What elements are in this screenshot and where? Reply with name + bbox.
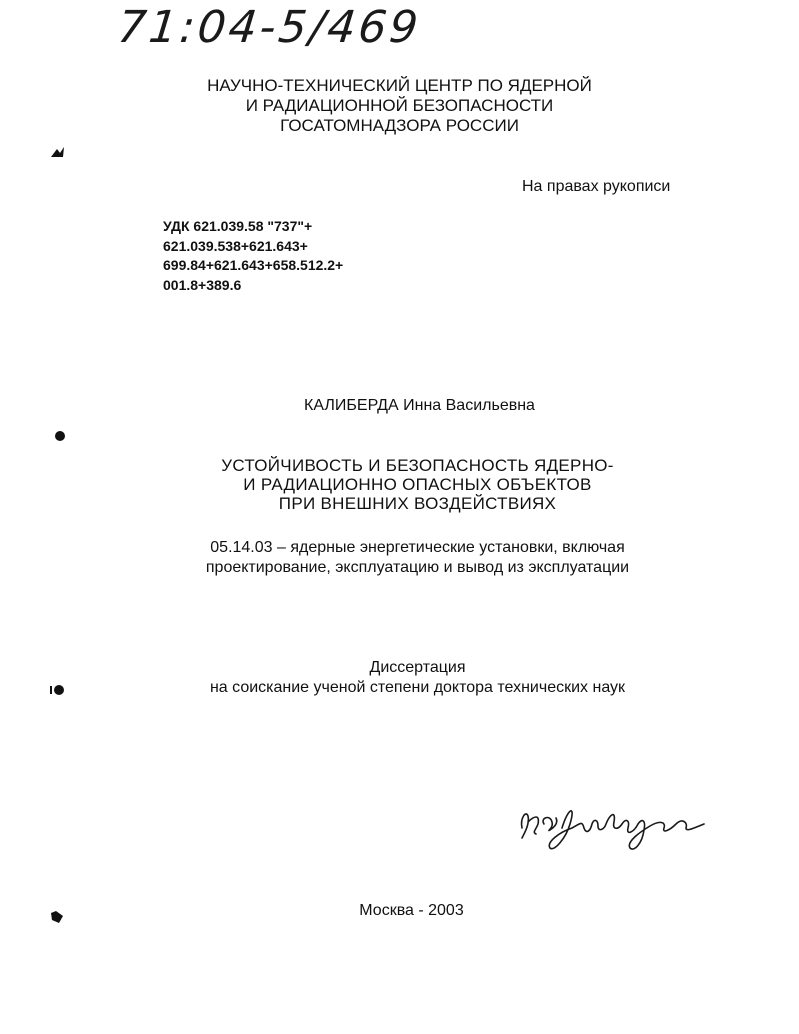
- title-line: УСТОЙЧИВОСТЬ И БЕЗОПАСНОСТЬ ЯДЕРНО-: [221, 456, 614, 475]
- archive-number: 71:04-5/469: [115, 2, 424, 53]
- udk-line: УДК 621.039.58 "737"+: [163, 218, 313, 234]
- title-line: ПРИ ВНЕШНИХ ВОЗДЕЙСТВИЯХ: [278, 494, 557, 513]
- dissertation-title: [18, 456, 799, 513]
- udk-line: 001.8+389.6: [163, 276, 242, 293]
- organization-line: И РАДИАЦИОННОЙ БЕЗОПАСНОСТИ: [245, 96, 554, 115]
- udk-line: 699.84+621.643+658.512.2+: [163, 257, 344, 273]
- scan-mark-icon: [48, 143, 68, 163]
- specialty-code: [18, 538, 799, 578]
- udk-code: [163, 217, 343, 295]
- udk-line: 621.039.538+621.643+: [163, 237, 308, 254]
- specialty-line: проектирование, эксплуатацию и вывод из эксплуатации: [205, 559, 630, 576]
- city-year: Москва - 2003: [359, 902, 464, 919]
- author-name: КАЛИБЕРДА Инна Васильевна: [304, 397, 535, 414]
- degree-line: Диссертация: [369, 659, 466, 676]
- handwritten-signature: [510, 788, 710, 858]
- specialty-line: 05.14.03 – ядерные энергетические установки, включая: [210, 539, 625, 556]
- degree-line: на соискание ученой степени доктора технических наук: [209, 679, 626, 696]
- title-line: И РАДИАЦИОННО ОПАСНЫХ ОБЪЕКТОВ: [243, 475, 592, 494]
- degree-statement: [18, 658, 799, 698]
- organization-line: НАУЧНО-ТЕХНИЧЕСКИЙ ЦЕНТР ПО ЯДЕРНОЙ: [207, 76, 592, 95]
- organization-header: [0, 76, 799, 136]
- organization-line: ГОСАТОМНАДЗОРА РОССИИ: [280, 116, 519, 135]
- scan-mark-icon: [48, 682, 66, 698]
- scan-mark-icon: [52, 428, 68, 444]
- manuscript-note: На правах рукописи: [522, 178, 671, 195]
- scan-mark-icon: [48, 908, 66, 926]
